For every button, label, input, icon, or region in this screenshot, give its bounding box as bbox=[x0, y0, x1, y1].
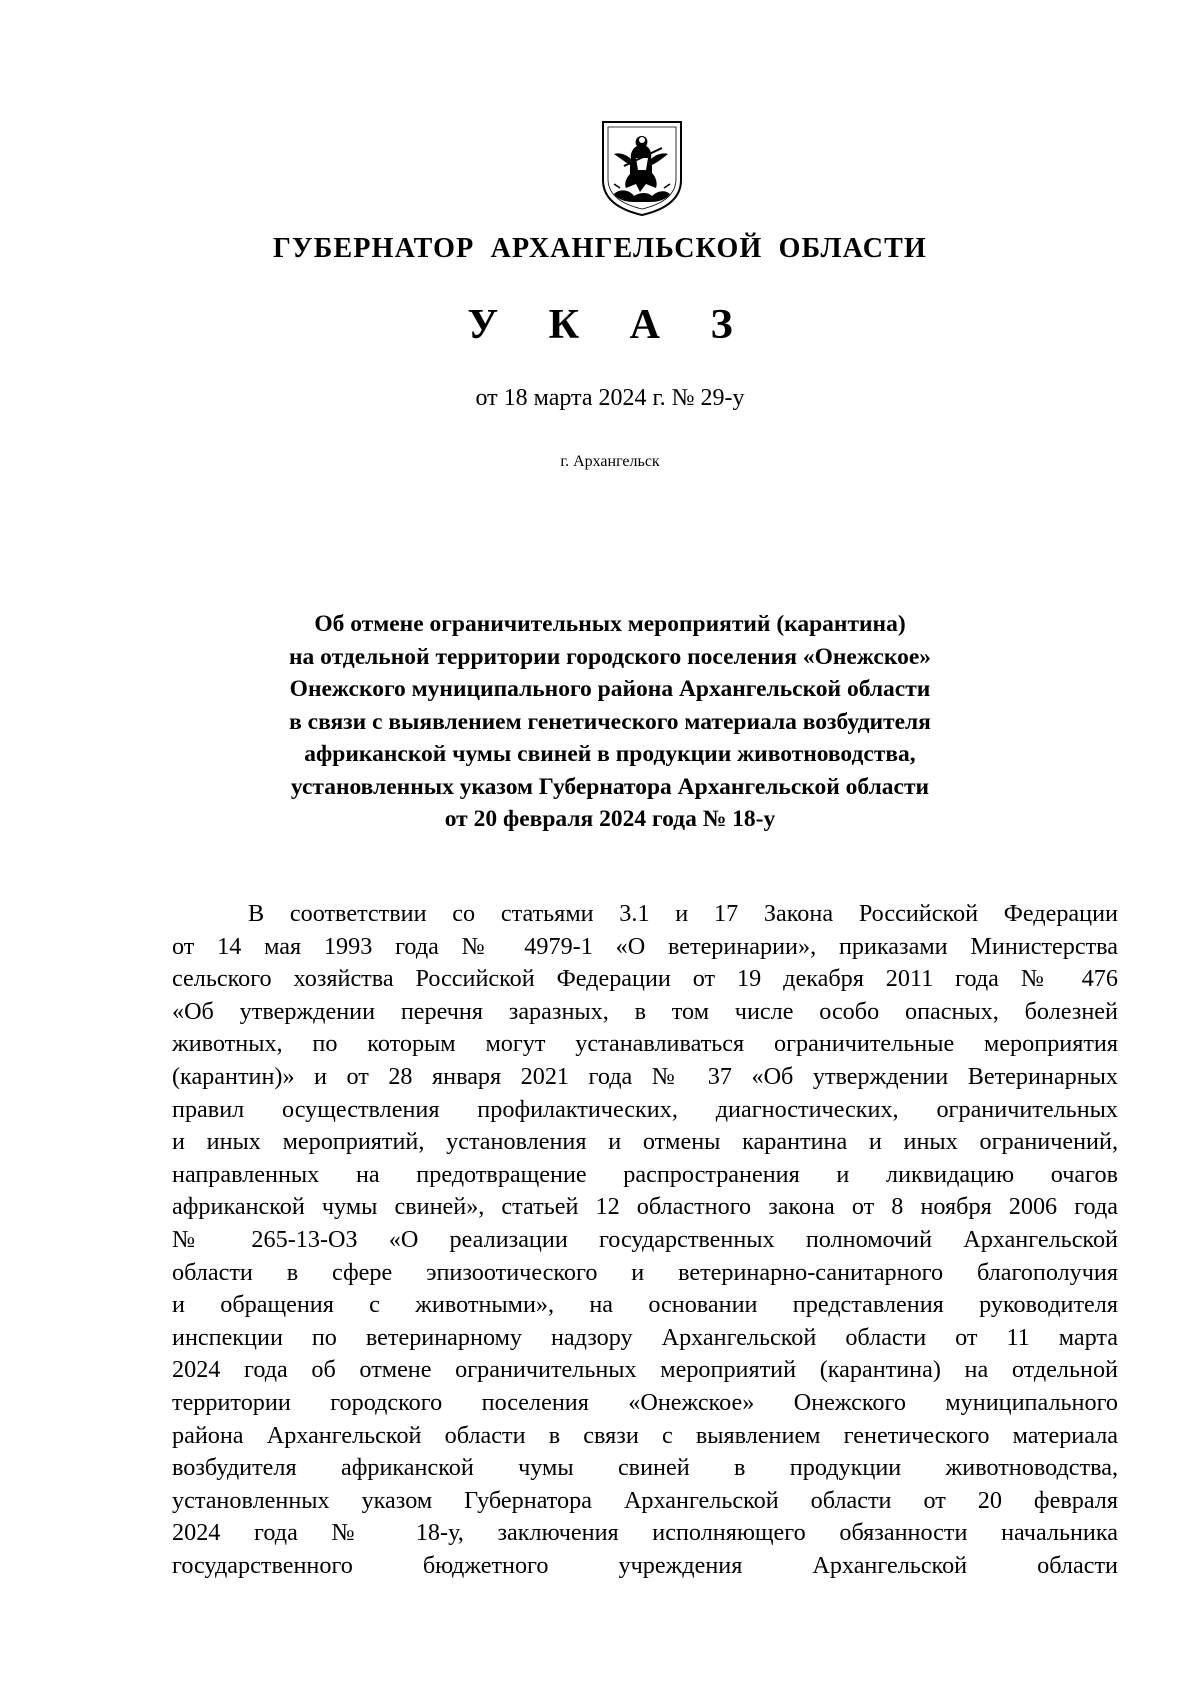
body-line: направленных на предотвращение распространения и ликвидацию очагов bbox=[172, 1160, 1118, 1188]
body-line: инспекции по ветеринарному надзору Архангельской области от 11 марта bbox=[172, 1323, 1118, 1351]
body-line: 2024 года № 18-у, заключения исполняющего обязанности начальника bbox=[172, 1519, 1118, 1547]
title-line: установленных указом Губернатора Архангельской области bbox=[290, 773, 930, 800]
document-date-number: от 18 марта 2024 г. № 29-у bbox=[475, 385, 745, 411]
body-line: возбудителя африканской чумы свиней в продукции животноводства, bbox=[172, 1454, 1118, 1482]
body-line: (карантин)» и от 28 января 2021 года № 37 «Об утверждении Ветеринарных bbox=[172, 1062, 1118, 1090]
body-line: установленных указом Губернатора Архангельской области от 20 февраля bbox=[172, 1486, 1118, 1514]
title-line: африканской чумы свиней в продукции животноводства, bbox=[304, 741, 916, 767]
body-line: государственного бюджетного учреждения Архангельской области bbox=[172, 1551, 1118, 1579]
title-line: Онежского муниципального района Архангельской области bbox=[289, 676, 931, 702]
document-type-title: У К А З bbox=[467, 302, 753, 348]
body-line: африканской чумы свиней», статьей 12 областного закона от 8 ноября 2006 года bbox=[172, 1193, 1118, 1221]
decree-body-paragraph bbox=[172, 898, 1118, 1582]
body-line: сельского хозяйства Российской Федерации от 19 декабря 2011 года № 476 bbox=[172, 965, 1118, 993]
body-line: и обращения с животными», на основании представления руководителя bbox=[172, 1291, 1118, 1319]
body-line: животных, по которым могут устанавливаться ограничительные мероприятия bbox=[172, 1030, 1118, 1058]
body-line: района Архангельской области в связи с выявлением генетического материала bbox=[172, 1421, 1118, 1449]
body-line: правил осуществления профилактических, диагностических, ограничительных bbox=[172, 1095, 1118, 1123]
body-line: области в сфере эпизоотического и ветеринарно-санитарного благополучия bbox=[172, 1258, 1118, 1286]
title-line: в связи с выявлением генетического материала возбудителя bbox=[289, 708, 931, 735]
title-line: от 20 февраля 2024 года № 18-у bbox=[444, 806, 776, 832]
title-line: Об отмене ограничительных мероприятий (карантина) bbox=[314, 611, 906, 637]
coat-of-arms-emblem bbox=[600, 118, 684, 218]
body-line: «Об утверждении перечня заразных, в том числе особо опасных, болезней bbox=[172, 997, 1118, 1025]
body-line: от 14 мая 1993 года № 4979-1 «О ветеринарии», приказами Министерства bbox=[172, 932, 1118, 960]
body-line: территории городского поселения «Онежское» Онежского муниципального bbox=[172, 1388, 1118, 1416]
issuing-authority: ГУБЕРНАТОР АРХАНГЕЛЬСКОЙ ОБЛАСТИ bbox=[273, 233, 927, 264]
title-line: на отдельной территории городского поселения «Онежское» bbox=[288, 643, 932, 670]
document-place: г. Архангельск bbox=[560, 453, 660, 470]
decree-subject-title bbox=[170, 608, 1050, 836]
body-line: 2024 года об отмене ограничительных мероприятий (карантина) на отдельной bbox=[172, 1356, 1118, 1384]
body-line: № 265-13-ОЗ «О реализации государственных полномочий Архангельской bbox=[172, 1225, 1118, 1253]
body-line: В соответствии со статьями 3.1 и 17 Закона Российской Федерации bbox=[248, 900, 1118, 927]
body-line: и иных мероприятий, установления и отмены карантина и иных ограничений, bbox=[172, 1128, 1118, 1156]
